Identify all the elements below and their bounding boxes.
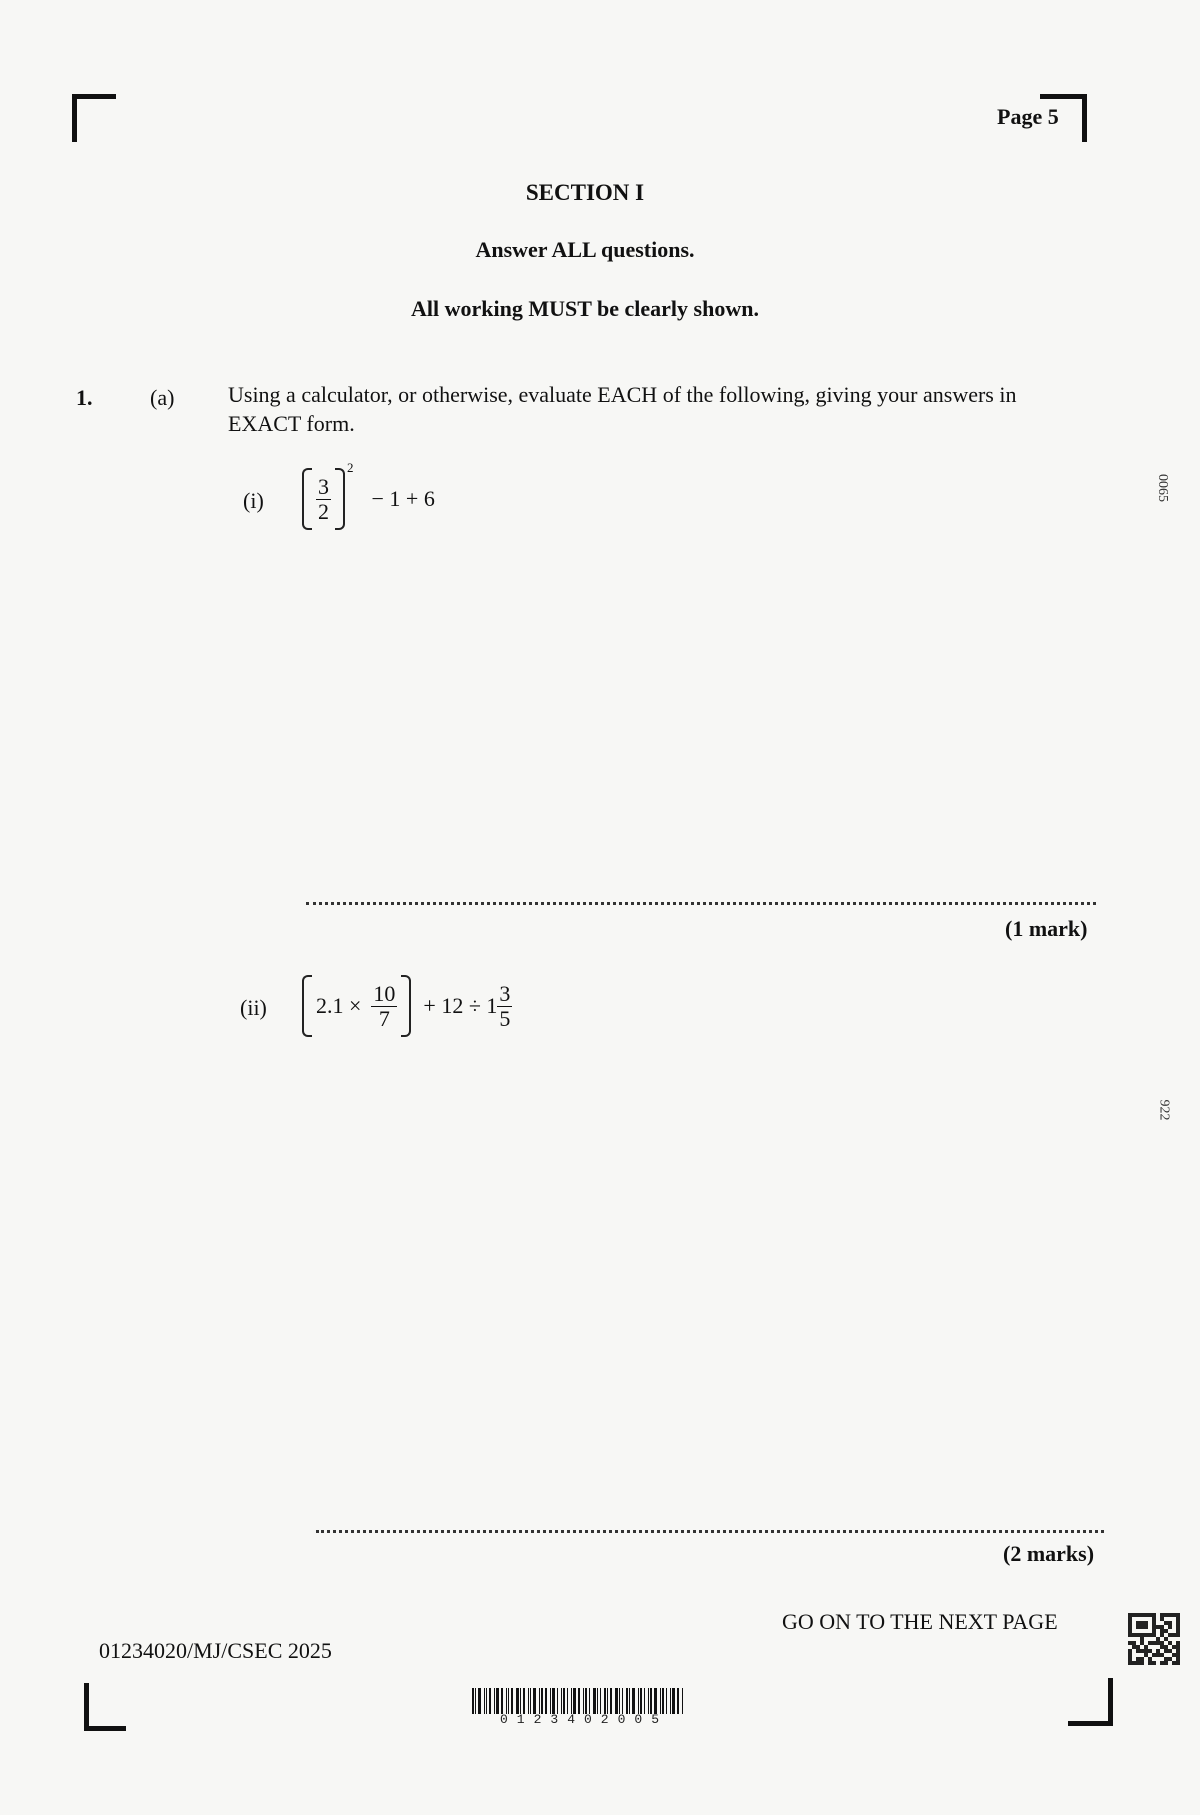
fraction-denominator: 5 [499,1005,511,1031]
answer-line-i[interactable] [306,902,1096,905]
side-code-lower: 922 [1156,1099,1172,1121]
fraction-denominator: 7 [378,1005,390,1031]
corner-mark-bottom-right-bar [1068,1721,1113,1726]
corner-mark-top-left-bar [72,94,116,99]
qr-code [1128,1613,1180,1665]
right-bracket [335,468,345,530]
section-instruction-working: All working MUST be clearly shown. [411,296,759,321]
question-number: 1. [76,385,93,410]
left-bracket [302,975,312,1037]
corner-mark-top-left [72,94,77,142]
question-part-label: (a) [150,385,175,410]
barcode [472,1688,722,1714]
mixed-fraction-part [497,982,512,1031]
exponent: 2 [347,460,354,475]
corner-mark-bottom-left [84,1683,89,1731]
left-bracket [302,468,312,530]
expression-middle: + 12 ÷ 1 [423,993,498,1018]
corner-mark-bottom-left-bar [84,1726,126,1731]
fraction-numerator: 3 [318,473,329,499]
expression-rest: − 1 + 6 [371,486,435,511]
side-code-upper: 0065 [1155,474,1170,502]
paper-code: 01234020/MJ/CSEC 2025 [99,1638,332,1663]
corner-mark-top-right [1082,94,1087,142]
marks-i: (1 mark) [1005,916,1088,941]
question-text-line-1: Using a calculator, or otherwise, evaluate EACH of the following, giving your answers in [228,382,1017,407]
subquestion-ii-label: (ii) [240,995,267,1020]
section-title: SECTION I [525,180,645,205]
right-bracket [401,975,411,1037]
fraction-ten-sevenths [371,982,397,1031]
fraction-numerator: 10 [373,980,396,1006]
corner-mark-top-right-bar [1040,94,1087,99]
section-instruction-answer-all: Answer ALL questions. [475,237,695,262]
marks-ii: (2 marks) [1003,1541,1095,1566]
expression-lead: 2.1 × [316,993,362,1018]
next-page-notice: GO ON TO THE NEXT PAGE [782,1609,1058,1634]
barcode-digits: 0123402005 [500,1712,669,1727]
answer-line-ii[interactable] [316,1530,1104,1533]
fraction-numerator: 3 [499,980,511,1006]
question-text-line-2: EXACT form. [228,411,355,436]
fraction-denominator: 2 [318,498,329,524]
subquestion-i-expression [302,460,435,530]
subquestion-ii-expression [302,975,512,1037]
subquestion-i-label: (i) [243,488,264,513]
corner-mark-bottom-right [1108,1678,1113,1726]
page-number: Page 5 [997,104,1059,129]
fraction-three-halves [316,475,331,524]
